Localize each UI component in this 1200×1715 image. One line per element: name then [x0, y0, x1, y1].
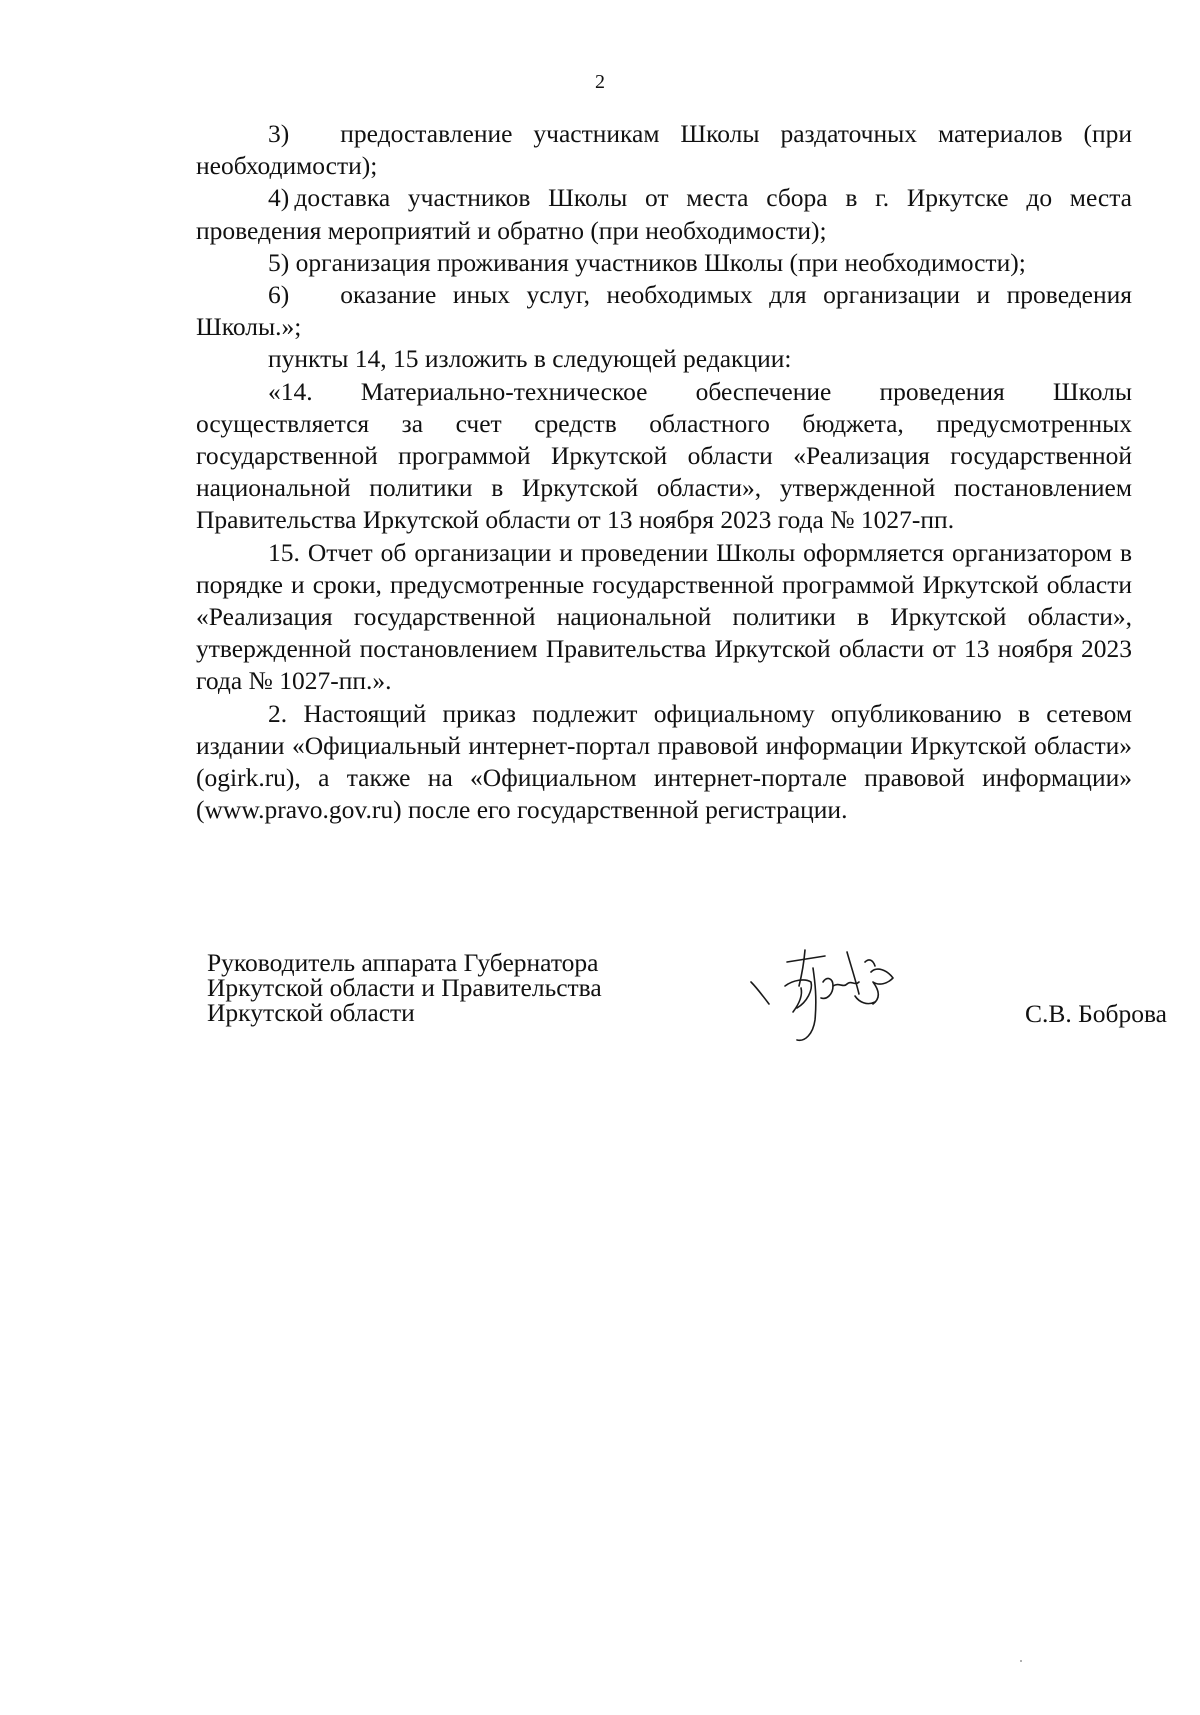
signatory-title-line: Иркутской области	[207, 998, 415, 1027]
handwritten-signature	[747, 942, 937, 1052]
scan-artifact	[1020, 1660, 1022, 1662]
item-3-paragraph: 3) предоставление участникам Школы раздаточных материалов (при необходимости);	[196, 119, 1132, 181]
signatory-name: С.В. Боброва	[1024, 999, 1167, 1028]
clause-15-paragraph: 15. Отчет об организации и проведении Школы оформляется организатором в порядке и сроки, предусмотренные государственной программой Иркутской области «Реализация государственной национальной политики в Иркутской области», утвержденной постановлением Правительства Иркутской области от 13 ноября 2023 года № 1027-пп.».	[196, 537, 1132, 696]
item-6-paragraph: 6) оказание иных услуг, необходимых для организации и проведения Школы.»;	[196, 280, 1132, 342]
page-number: 2	[595, 71, 605, 93]
signatory-title	[207, 950, 602, 1025]
item-4-paragraph: 4) доставка участников Школы от места сбора в г. Иркутске до места проведения мероприятий и обратно (при необходимости);	[196, 183, 1132, 245]
document-body	[196, 118, 1132, 826]
signatory-title-line: Иркутской области и Правительства	[207, 973, 602, 1002]
amendment-intro-paragraph: пункты 14, 15 изложить в следующей редакции:	[268, 344, 792, 374]
signatory-title-line: Руководитель аппарата Губернатора	[207, 948, 599, 977]
clause-14-paragraph: «14. Материально-техническое обеспечение проведения Школы осуществляется за счет средств областного бюджета, предусмотренных государственной программой Иркутской области «Реализация государственной национальной политики в Иркутской области», утвержденной постановлением Правительства Иркутской области от 13 ноября 2023 года № 1027-пп.	[196, 376, 1132, 535]
signature-block	[207, 950, 1167, 1060]
item-5-paragraph: 5) организация проживания участников Школы (при необходимости);	[268, 247, 1026, 277]
publication-paragraph: 2. Настоящий приказ подлежит официальному опубликованию в сетевом издании «Официальный интернет-портал правовой информации Иркутской области» (ogirk.ru), а также на «Официальном интернет-портале правовой информации» (www.pravo.gov.ru) после его государственной регистрации.	[196, 698, 1132, 825]
